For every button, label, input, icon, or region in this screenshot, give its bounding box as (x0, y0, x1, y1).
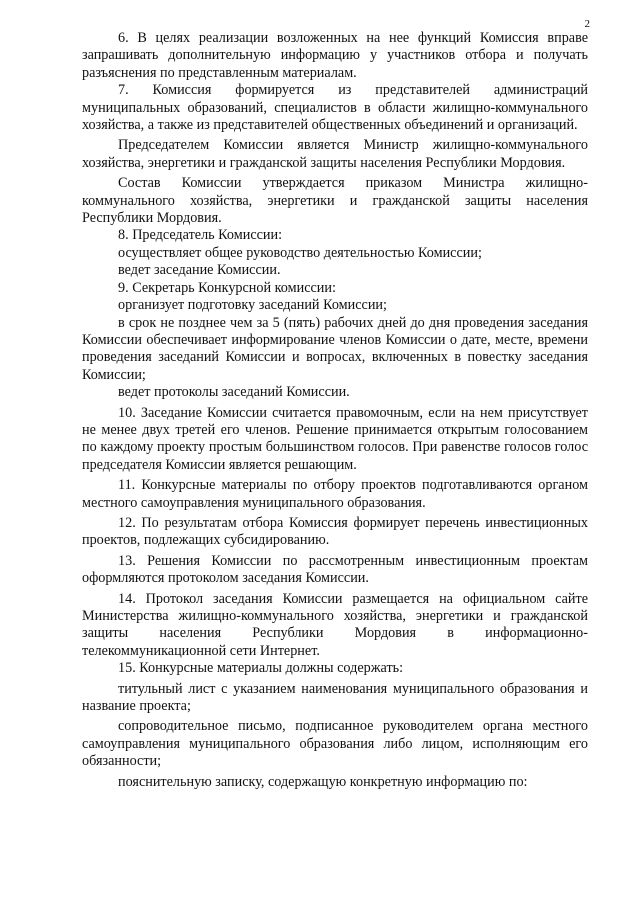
paragraph-7: 7. Комиссия формируется из представителей администраций муниципальных образований, специалистов в области жилищно-коммунального хозяйства, а также из представителей общественных объединений и организаций. (82, 82, 588, 134)
paragraph-13: 13. Решения Комиссии по рассмотренным инвестиционным проектам оформляются протоколом заседания Комиссии. (82, 552, 588, 587)
page-number: 2 (584, 18, 590, 30)
materials-item-2: сопроводительное письмо, подписанное руководителем органа местного самоуправления муниципального образования либо лицом, исполняющим его обязанности; (82, 718, 588, 770)
paragraph-10: 10. Заседание Комиссии считается правомочным, если на нем присутствует не менее двух третей его членов. Решение принимается открытым голосованием по каждому проекту простым большинством голосов. При равенстве голосов голос председателя Комиссии является решающим. (82, 404, 588, 473)
paragraph-8: 8. Председатель Комиссии: (118, 227, 283, 244)
paragraph-chairman: Председателем Комиссии является Министр жилищно-коммунального хозяйства, энергетики и гражданской защиты населения Республики Мордовия. (82, 137, 588, 171)
paragraph-12: 12. По результатам отбора Комиссия формирует перечень инвестиционных проектов, подлежащих субсидированию. (82, 514, 588, 549)
paragraph-composition: Состав Комиссии утверждается приказом Министра жилищно-коммунального хозяйства, энергетики и гражданской защиты населения Республики Мордовия. (82, 175, 588, 227)
paragraph-11: 11. Конкурсные материалы по отбору проектов подготавливаются органом местного самоуправления муниципального образования. (82, 477, 588, 511)
paragraph-14: 14. Протокол заседания Комиссии размещается на официальном сайте Министерства жилищно-коммунального хозяйства, энергетики и гражданской защиты населения Республики Мордовия в информационно-телекоммуникационной сети Интернет. (82, 590, 588, 659)
secretary-duty-1: организует подготовку заседаний Комиссии; (118, 297, 387, 314)
chairman-duty-2: ведет заседание Комиссии. (118, 262, 281, 279)
paragraph-15: 15. Конкурсные материалы должны содержать: (118, 660, 404, 677)
paragraph-9: 9. Секретарь Конкурсной комиссии: (118, 279, 336, 296)
secretary-duty-2: в срок не позднее чем за 5 (пять) рабочих дней до дня проведения заседания Комиссии обеспечивает информирование членов Комиссии о дате, месте, времени проведения заседаний Комиссии и вопросах, включенных в повестку заседания Комиссии; (82, 314, 588, 383)
document-body (82, 30, 588, 791)
materials-item-3: пояснительную записку, содержащую конкретную информацию по: (118, 773, 528, 790)
chairman-duty-1: осуществляет общее руководство деятельностью Комиссии; (118, 244, 482, 261)
paragraph-6: 6. В целях реализации возложенных на нее функций Комиссия вправе запрашивать дополнительную информацию у участников отбора и получать разъяснения по представленным материалам. (82, 30, 588, 81)
materials-item-1: титульный лист с указанием наименования муниципального образования и название проекта; (82, 680, 588, 715)
secretary-duty-3: ведет протоколы заседаний Комиссии. (118, 384, 350, 401)
